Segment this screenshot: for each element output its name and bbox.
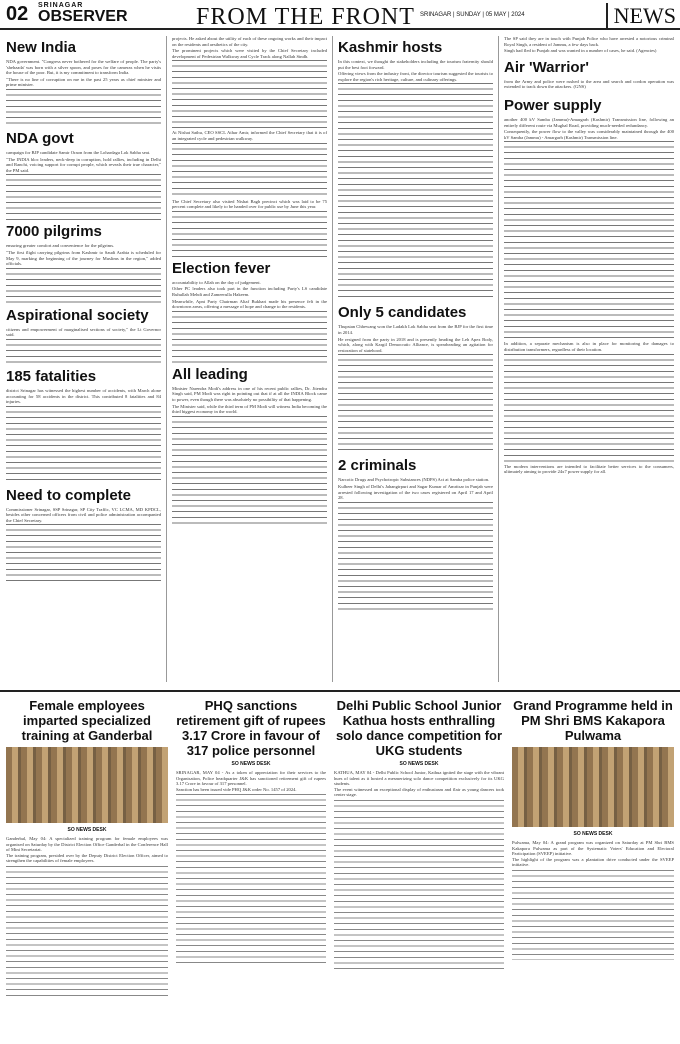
paragraph: The Minister said, while the third term of PM Modi will witness India becoming the third biggest economy in the world. [172,403,327,415]
story-headline[interactable]: PHQ sanctions retirement gift of rupees 3.17 Crore in favour of 317 police personnel [176,698,326,758]
story-body: The event witnessed an exceptional display of enthusiasm and flair as young dancers took center stage. [334,786,504,798]
headline-2-criminals[interactable]: 2 criminals [338,457,417,475]
headline-election-fever[interactable]: Election fever [172,259,271,277]
story-phq-sanctions [176,698,326,1042]
brand-top: SRINAGAR [38,2,84,9]
headline-power-supply[interactable]: Power supply [504,96,602,114]
story-body: The highlight of the program was a plantation drive conducted under the SVEEP initiative. [512,856,674,868]
body-text [172,60,327,130]
paragraph: campaign for BJP candidate Samir Oraon from the Lohardaga Lok Sabha seat. [6,149,151,155]
headline-aspirational-society[interactable]: Aspirational society [6,306,149,324]
page-number: 02 [6,3,29,25]
story-headline[interactable]: Female employees imparted specialized training at Ganderbal [21,698,153,743]
column-4 [504,36,674,476]
paragraph: At Nishat Sathu, CEO SSCL Athar Amir, informed the Chief Secretary that it is of an integrated cycle and pedestrian walkway. [172,130,327,141]
lower-section [0,690,680,1044]
column-3 [338,36,493,612]
paragraph: "The INDIA bloc leaders, neck-deep in corruption, hold rallies, including in Delhi and Ranchi, voicing support for corrupt people, which reveals their true character," the PM said. [6,156,161,173]
body-text [172,416,327,526]
column-divider [166,36,167,682]
byline: SO NEWS DESK [573,831,613,837]
story-headline[interactable]: Delhi Public School Junior Kathua hosts enthralling solo dance competition for UKG students [335,698,503,758]
training-photo [6,747,168,823]
column-divider [332,36,333,682]
paragraph: "There is no line of corruption on me in the past 25 years as chief minister and prime minister. [6,76,161,88]
paragraph: citizens and empowerment of marginalised sections of society," the Lt Governor said. [6,326,161,338]
paragraph: Minister Narendra Modi's address in one of his recent public rallies, Dr. Jitendra Singh said, PM Modi was right in pointing out that if at all the INDIA Block came to power, even though there was absolutely no possibility of that happening. [172,385,327,402]
paragraph: Narcotic Drugs and Psychotropic Substances (NDPS) Act at Samba police station. [338,477,490,483]
byline: SO NEWS DESK [67,827,107,833]
headline-7000-pilgrims[interactable]: 7000 pilgrims [6,223,102,241]
column-divider [498,36,499,682]
story-headline[interactable]: Grand Programme held in PM Shri BMS Kakapora Pulwama [513,698,673,743]
paragraph: from the Army and police were rushed to the area and search and cordon operation was extended to track down the attackers. (GNS) [504,78,674,90]
headline-need-to-complete[interactable]: Need to complete [6,486,132,504]
paragraph: ensuring greater comfort and convenience for the pilgrims. [6,243,115,249]
body-text [6,406,161,484]
story-lead: KATHUA, MAY 04 - Delhi Public School Junior, Kathua ignited the stage with the vibrant hues of talent as it hosted a mesmerizing solo dance competition exclusively for its UKG students. [334,770,504,787]
body-text [172,143,327,199]
program-photo [512,747,674,827]
paragraph: In this context, we thought the stakeholders including the tourism fraternity should put the best foot forward. [338,59,493,70]
paragraph: Kulbeer Singh of Delhi's Jahangirpuri and Sagar Kumar of Amritsar in Punjab were arrested following investigation of the two cases registered on April 17 and April 28. [338,483,493,501]
brand-logo[interactable] [38,2,128,25]
story-lead: Pulwama, May 04: A grand program was organized on Saturday at PM Shri BMS Kakapora Pulwama as part of the Systematic Voters' Education and Electoral Participation (SVEEP) initiative. [512,840,674,857]
body-text [6,268,161,304]
brand-name: OBSERVER [38,8,128,25]
paragraph: Other PC leaders also took part in the function including Party's LS candidate Ruhullah Mehdi and Zameerulla Hakeem. [172,286,327,297]
headline-new-india[interactable]: New India [6,39,77,56]
paragraph: projects. He asked about the utility of each of these ongoing works and their impact on the residents and aesthetics of the city. [172,36,327,47]
headline-air-warrior[interactable]: Air 'Warrior' [504,58,589,76]
body-text [338,83,493,301]
paragraph: He resigned from the party in 2018 and is presently heading the Leh Apex Body, which, along with Kargil Democratic Alliance, is spearheading an agitation for restoration of statehood. [338,336,493,353]
paragraph: NDA government. "Congress never bothered for the welfare of people. The party's 'shehzada' was born with a silver spoon, and poses for the cameras when he visits the house of the poor. But, it is my commitment to transform India. [6,59,161,76]
story-female-employees [6,698,168,1042]
paragraph: The SP said they are in touch with Punjab Police who have arrested a notorious criminal Royal Singh, a resident of Jammu, a few days back. [504,36,674,47]
story-lead: Ganderbal, May 04: A specialized training program for female employees was organised on Saturday by the District Election Office Ganderbal in the Conference Hall of Mini Secretariat. [6,836,168,853]
paragraph: Offering views from the industry front, the director tourism suggested the tourists to explore the region's rich heritage, culture, and culinary offerings. [338,71,493,82]
story-lead: SRINAGAR, MAY 04 - As a token of appreciation for their services to the Organisation, Police headquarter J&K has sanctioned retirement gift of rupees 3.17 Crore in favour of 317 personnel. [176,770,326,787]
section-title: FROM THE FRONT [196,4,415,30]
story-body: Sanction has been issued vide PHQ J&K order No. 1457 of 2024. [176,786,297,792]
body-text [6,89,161,127]
body-text [338,354,493,454]
paragraph: The Chief Secretary also visited Nishat Bagh precinct which was laid to be 75 percent complete and likely to be handed over for public use by June this year. [172,198,327,210]
body-text [172,311,327,363]
paragraph: Thupstan Chhewang won the Ladakh Lok Sabha seat from the BJP for the first time in 2014. [338,324,493,335]
headline-only-5-candidates[interactable]: Only 5 candidates [338,304,467,322]
paragraph: Consequently, the power flow to the valley was considerably maintained through the 400 kV Samba (Jammu) - Amargarh (Kashmir) Transmission line. [504,129,674,140]
paragraph: district Srinagar has witnessed the highest number of accidents, with March alone accounting for 58 accidents in the district. This contributed 8 fatalities and 84 injuries. [6,387,161,405]
paragraph: accountability to Allah on the day of judgement. [172,279,261,285]
byline: SO NEWS DESK [399,761,439,767]
body-text [176,794,326,964]
paragraph: "The first flight carrying pilgrims from Kashmir to Saudi Arabia is scheduled for May 9, marking the beginning of the journey for Muslims in the region," added officials. [6,249,161,267]
dateline: SRINAGAR | SUNDAY | 05 MAY | 2024 [420,12,525,18]
paragraph: The modern interventions are intended to facilitate better services to the consumers, ultimately aiming to provide 24x7 power supply for all. [504,463,674,475]
headline-185-fatalities[interactable]: 185 fatalities [6,367,97,385]
paragraph: The prominent projects which were visited by the Chief Secretary included development of Pedestrian Walkway and Cycle Track along Nallah Sindh. [172,48,327,59]
body-text [6,339,161,365]
byline: SO NEWS DESK [231,761,271,767]
body-text [6,524,161,584]
body-text [504,354,674,464]
body-text [338,502,493,612]
paragraph: Meanwhile, Apni Party Chairman Altaf Bukhari made his presence felt in the downtown areas, offering a message of hope and change to the residents. [172,298,327,310]
body-text [6,174,161,220]
paragraph: Commissioner Srinagar, SSP Srinagar, SP City Traffic, VC LCMA, MD KPDCL, besides other concerned officers from civil and police administration accompanied the Chief Secretary. [6,506,161,523]
headline-all-leading[interactable]: All leading [172,365,248,383]
story-grand-programme [512,698,674,1042]
column-1 [6,36,161,584]
body-text [334,800,504,970]
paragraph: another 400 kV Samba (Jammu)-Amargarh (Kashmir) Transmission line, following an entirely different route via Mughal Road, providing much-needed redundancy. [504,116,674,128]
headline-kashmir-hosts[interactable]: Kashmir hosts [338,39,443,56]
paragraph: Singh had fled to Punjab and was wanted in a number of cases, he said. (Agencies) [504,48,657,54]
story-body: The training program, presided over by the Deputy District Election Officer, aimed to strengthen the capabilities of female employees. [6,852,168,864]
body-text [512,870,674,960]
headline-nda-govt[interactable]: NDA govt [6,129,74,147]
story-dps-kathua [334,698,504,1042]
column-2 [172,36,327,526]
body-text [6,866,168,996]
paragraph: In addition, a separate mechanism is also in place for monitoring the damages to distribution transformers, regardless of their location. [504,341,674,352]
body-text [504,141,674,341]
section-right: NEWS [606,3,676,29]
masthead [0,0,680,30]
body-text [172,211,327,257]
